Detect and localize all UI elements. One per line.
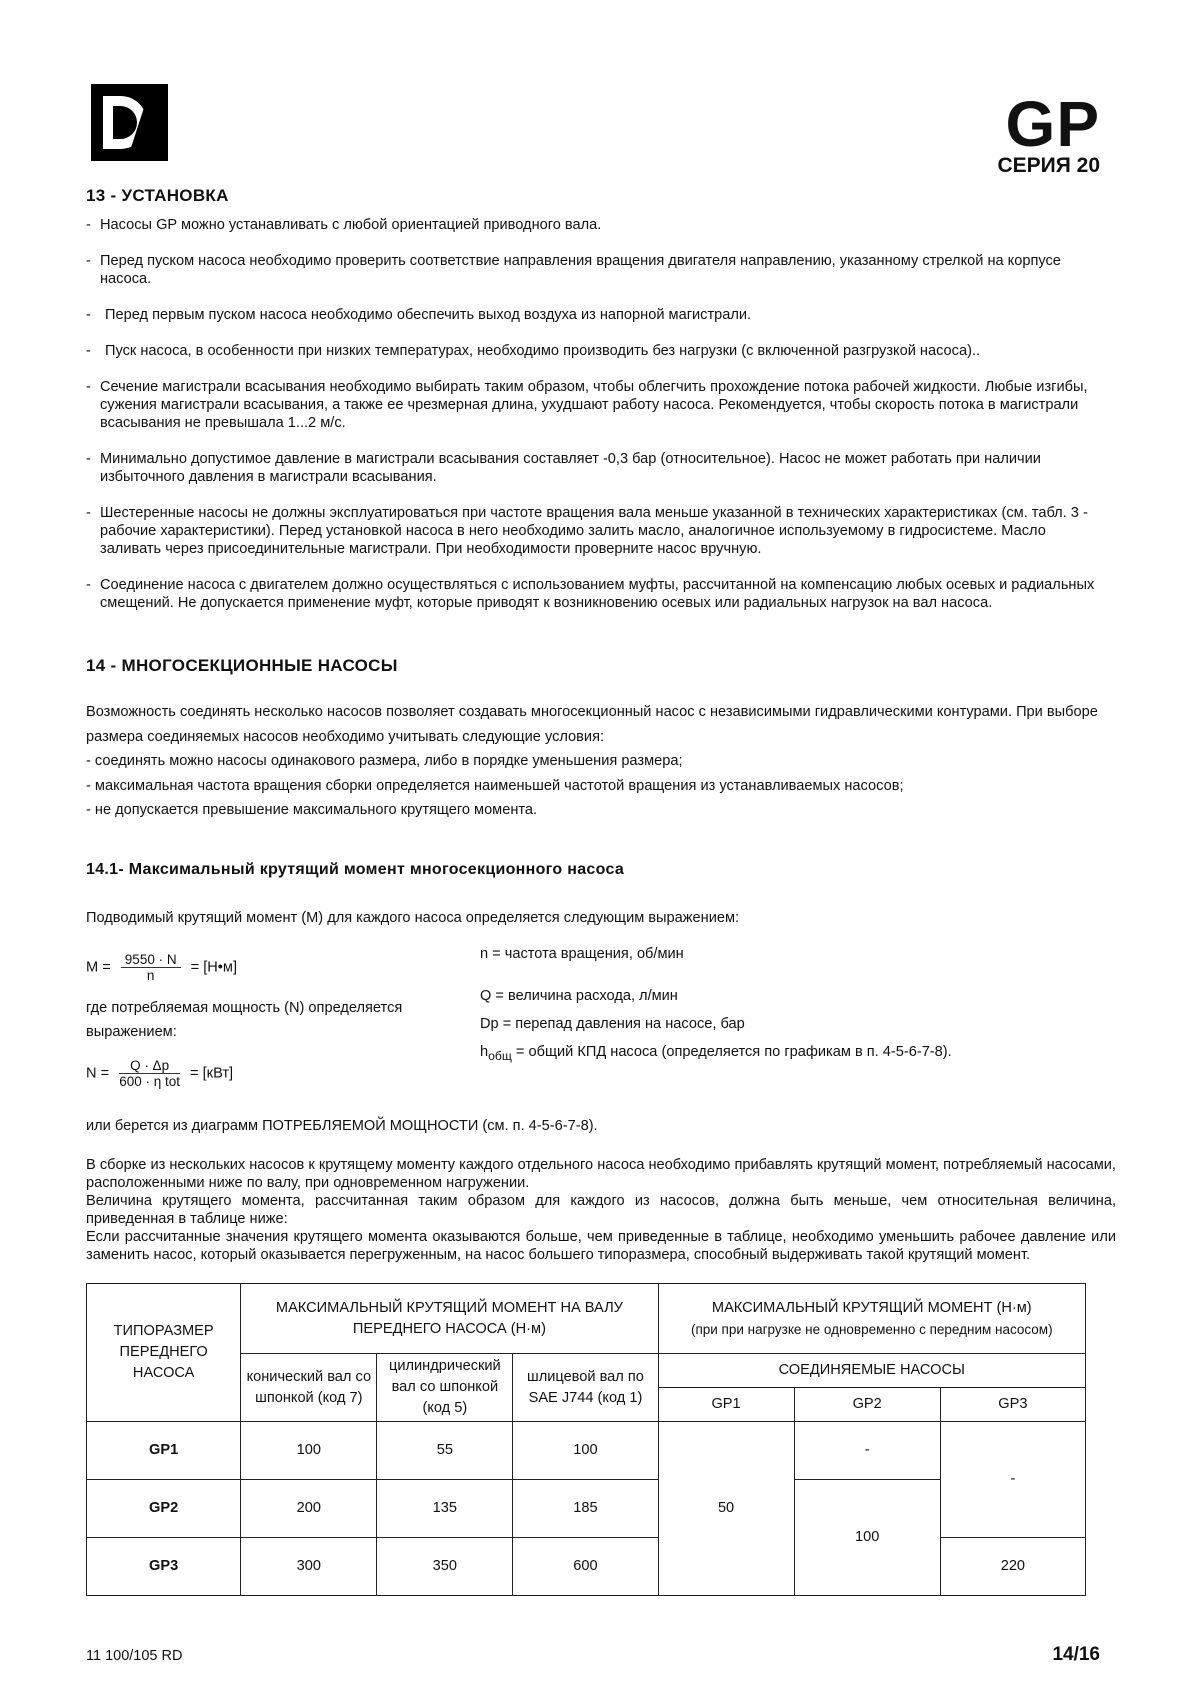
paragraph: Возможность соединять несколько насосов позволяет создавать многосекционный насос с независимыми гидравлическими контурами. При выборе размера соединяемых насосов необходимо учитывать следующие условия:: [86, 704, 1098, 745]
header-code5: цилиндрический вал со шпонкой (код 5): [377, 1354, 513, 1422]
paragraph: Величина крутящего момента, рассчитанная таким образом для каждого из насосов, должна быть меньше, чем относительная величина, приведенная в таблице ниже:: [86, 1193, 1116, 1227]
brand-title: GP: [1005, 88, 1100, 160]
list-item: - Шестеренные насосы не должны эксплуатироваться при частоте вращения вала меньше указанной в технических характеристиках (см. табл. 3 - рабочие характеристики). Перед установкой насоса в него необходимо залить масло, аналогичное используемому в гидросистеме. Масло заливать через присоединительные магистрали. При необходимости проверните насос вручную.: [86, 505, 1088, 557]
list-item: - Минимально допустимое давление в магистрали всасывания составляет -0,3 бар (относительное). Насос не может работать при наличии избыточного давления в магистрали всасывания.: [86, 451, 1041, 485]
d-logo: [91, 84, 168, 161]
header-connected: СОЕДИНЯЕМЫЕ НАСОСЫ: [658, 1354, 1085, 1388]
table-row: GP3 300 350 600 220: [87, 1538, 1086, 1596]
formula-m: M = $\frac{9550 \cdot N}{n}$ = [Н•м]: [86, 952, 238, 983]
section-14-title: 14 - МНОГОСЕКЦИОННЫЕ НАСОСЫ: [86, 656, 398, 675]
section-14-1-title: 14.1- Максимальный крутящий момент многосекционного насоса: [86, 861, 625, 878]
header-size: ТИПОРАЗМЕР ПЕРЕДНЕГО НАСОСА: [87, 1284, 241, 1422]
section-13-title: 13 - УСТАНОВКА: [86, 186, 229, 205]
list-item: - Насосы GP можно устанавливать с любой ориентацией приводного вала.: [86, 217, 602, 233]
table-row: GP1 100 55 100 50 - -: [87, 1422, 1086, 1480]
torque-table: [86, 1283, 1086, 1596]
cell-gp3-r3: 220: [940, 1538, 1085, 1596]
cell-gp2-r1: -: [794, 1422, 940, 1480]
list-item: - Соединение насоса с двигателем должно осуществляться с использованием муфты, рассчитанной на компенсацию любых осевых и радиальных смещений. Не допускается применение муфт, которые приводят к возникновению осевых или радиальных нагрузок на вал насоса.: [86, 577, 1095, 611]
legend-n: n = частота вращения, об/мин: [480, 946, 684, 962]
legend-eff: $h_{общ}$ = общий КПД насоса (определяется по графикам в п. 4-5-6-7-8).: [480, 1044, 952, 1063]
or-line: или берется из диаграмм ПОТРЕБЛЯЕМОЙ МОЩНОСТИ (см. п. 4-5-6-7-8).: [86, 1118, 598, 1134]
paragraph: В сборке из нескольких насосов к крутящему моменту каждого отдельного насоса необходимо прибавлять крутящий момент, потребляемый насосами, расположенными ниже по валу, при одновременном нагружении.: [86, 1157, 1116, 1191]
header-front-torque: МАКСИМАЛЬНЫЙ КРУТЯЩИЙ МОМЕНТ НА ВАЛУ ПЕРЕДНЕГО НАСОСА (Н·м): [241, 1284, 658, 1354]
cell-gp2-r23: 100: [794, 1480, 940, 1596]
section-13-list: [86, 216, 1102, 630]
paragraph: - соединять можно насосы одинакового размера, либо в порядке уменьшения размера;: [86, 753, 683, 769]
legend-q: Q = величина расхода, л/мин: [480, 988, 678, 1004]
header-gp3: GP3: [940, 1388, 1085, 1422]
paragraph: Если рассчитанные значения крутящего момента оказываются больше, чем приведенные в таблице, необходимо уменьшить рабочее давление или заменить насос, который оказывается перегруженным, на насос большего типоразмера, способный выдерживать такой крутящий момент.: [86, 1229, 1116, 1263]
list-item: - Перед пуском насоса необходимо проверить соответствие направления вращения двигателя направлению, указанному стрелкой на корпусе насоса.: [86, 253, 1061, 287]
header-gp1: GP1: [658, 1388, 794, 1422]
paragraph: - максимальная частота вращения сборки определяется наименьшей частотой вращения из устанавливаемых насосов;: [86, 777, 904, 794]
where-text: где потребляемая мощность (N) определяется выражением:: [86, 1000, 403, 1040]
legend-dp: Dp = перепад давления на насосе, бар: [480, 1016, 745, 1032]
table-row: GP2 200 135 185 100: [87, 1480, 1086, 1538]
doc-number: 11 100/105 RD: [86, 1648, 183, 1664]
section-14-text: [86, 700, 1102, 823]
header-code7: конический вал со шпонкой (код 7): [241, 1354, 377, 1422]
list-item: - Сечение магистрали всасывания необходимо выбирать таким образом, чтобы облегчить прохождение потока рабочей жидкости. Любые изгибы, сужения магистрали всасывания, а также ее чрезмерная длина, ухудшают работу насоса. Рекомендуется, чтобы скорость потока в магистрали всасывания не превышала 1...2 м/с.: [86, 379, 1088, 431]
cell-gp1: 50: [658, 1422, 794, 1596]
list-item: - Перед первым пуском насоса необходимо обеспечить выход воздуха из напорной магистрали.: [86, 307, 752, 323]
torque-intro: Подводимый крутящий момент (М) для каждого насоса определяется следующим выражением:: [86, 910, 740, 926]
formula-n: N = $\frac{Q \cdot \Delta p}{\text{600 · η tot}}$ = [кВт]: [86, 1058, 234, 1089]
torque-paragraph: [86, 1156, 1116, 1264]
header-code1: шлицевой вал по SAE J744 (код 1): [513, 1354, 658, 1422]
header-gp2: GP2: [794, 1388, 940, 1422]
list-item: - Пуск насоса, в особенности при низких температурах, необходимо производить без нагрузки (с включенной разгрузкой насоса)..: [86, 343, 981, 359]
series-title: СЕРИЯ 20: [997, 154, 1100, 177]
paragraph: - не допускается превышение максимального крутящего момента.: [86, 802, 538, 818]
header-max-torque: МАКСИМАЛЬНЫЙ КРУТЯЩИЙ МОМЕНТ (Н·м) (при при нагрузке не одновременно с передним насосом): [658, 1284, 1085, 1354]
cell-gp3-r12: -: [940, 1422, 1085, 1538]
page-number: 14/16: [1052, 1644, 1100, 1665]
